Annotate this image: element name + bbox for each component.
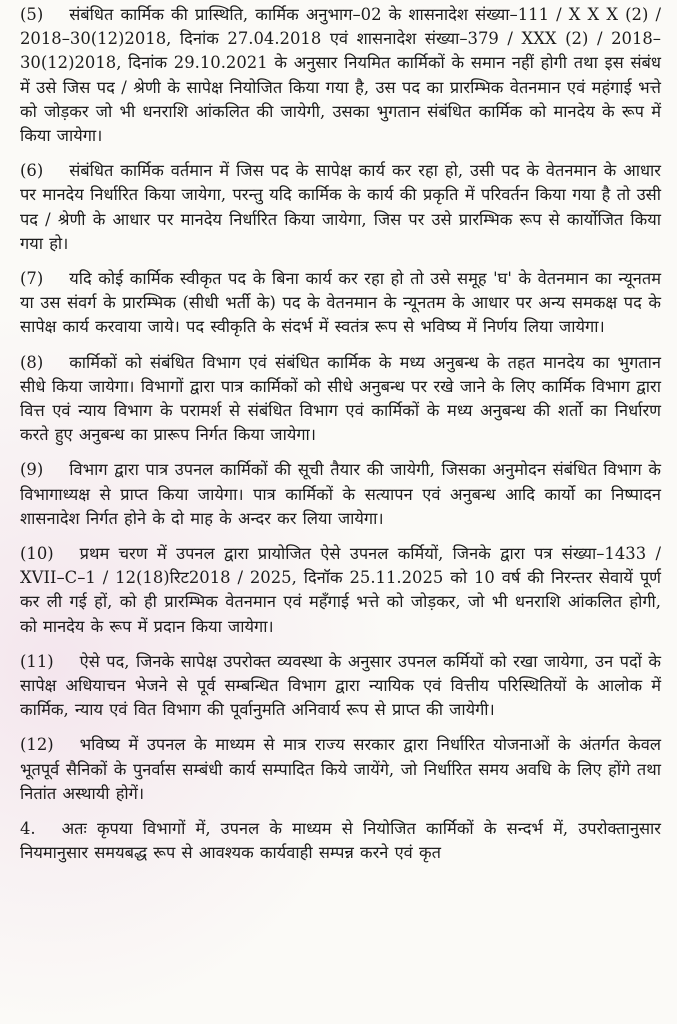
paragraph-4-instruction (20, 817, 661, 865)
paragraph-7 (20, 267, 661, 340)
paragraph-number: (11) (20, 651, 54, 671)
paragraph-5 (20, 3, 661, 148)
paragraph-text: ऐसे पद, जिनके सापेक्ष उपरोक्त व्यवस्था के अनुसार उपनल कर्मियों को रखा जायेगा, उन पदों के सापेक्ष अधियाचन भेजने से पूर्व सम्बन्धित विभाग द्वारा न्यायिक एवं वित्तीय परिस्थितियों के आलोक में कार्मिक, न्याय एवं वित विभाग की पूर्वानुमति अनिवार्य रूप से प्राप्त की जायेगी। (20, 651, 661, 720)
paragraph-number: (9) (20, 460, 44, 480)
paragraph-number: (12) (20, 735, 54, 755)
paragraph-12 (20, 733, 661, 806)
paragraph-number: (10) (20, 544, 54, 564)
paragraph-text: संबंधित कार्मिक की प्रास्थिति, कार्मिक अनुभाग–02 के शासनादेश संख्या–111 / X X X (2) / 2018–30(12)2018, दिनांक 27.04.2018 एवं शासनादेश संख्या–379 / XXX (2) / 2018–30(12)2018, दिनांक 29.10.2021 के अनुसार नियमित कार्मिकों के समान नहीं होगी तथा इस संबंध में उसे जिस पद / श्रेणी के सापेक्ष नियोजित किया गया है, उस पद का प्रारम्भिक वेतनमान एवं महंगाई भत्ते को जोड़कर जो भी धनराशि आंकलित की जायेगी, उसका भुगतान संबंधित कार्मिक को मानदेय के रूप में किया जायेगा। (20, 5, 661, 146)
paragraph-text: यदि कोई कार्मिक स्वीकृत पद के बिना कार्य कर रहा हो तो उसे समूह 'घ' के वेतनमान का न्यूनतम या उस संवर्ग के प्रारम्भिक (सीधी भर्ती के) पद के वेतनमान के न्यूनतम के आधार पर अन्य समकक्ष पद के सापेक्ष कार्य करवाया जाये। पद स्वीकृति के संदर्भ में स्वतंत्र रूप से भविष्य में निर्णय लिया जायेगा। (20, 269, 661, 337)
paragraph-text: अतः कृपया विभागों में, उपनल के माध्यम से नियोजित कार्मिकों के सन्दर्भ में, उपरोक्तानुसार नियमानुसार समयबद्ध रूप से आवश्यक कार्यवाही सम्पन्न करने एवं कृत (20, 819, 661, 863)
paragraph-number: (5) (20, 5, 44, 24)
paragraph-text: भविष्य में उपनल के माध्यम से मात्र राज्य सरकार द्वारा निर्धारित योजनाओं के अंतर्गत केवल भूतपूर्व सैनिकों के पुनर्वास सम्बंधी कार्य सम्पादित किये जायेंगे, जो निर्धारित समय अवधि के लिए होंगे तथा नितांत अस्थायी होगें। (20, 735, 661, 803)
paragraph-number: (7) (20, 269, 44, 289)
paragraph-number: (8) (20, 352, 44, 372)
paragraph-6 (20, 159, 661, 256)
paragraph-8 (20, 351, 661, 448)
paragraph-9 (20, 458, 661, 531)
paragraph-text: संबंधित कार्मिक वर्तमान में जिस पद के सापेक्ष कार्य कर रहा हो, उसी पद के वेतनमान के आधार पर मानदेय निर्धारित किया जायेगा, परन्तु यदि कार्मिक के कार्य की प्रकृति में परिवर्तन किया गया है तो उसी पद / श्रेणी के आधार पर मानदेय निर्धारित किया जायेगा, जिस पर उसे प्रारम्भिक रूप से कार्योजित किया गया हो। (20, 161, 661, 253)
paragraph-10 (20, 542, 661, 639)
paragraph-number: (6) (20, 161, 44, 181)
paragraph-text: कार्मिकों को संबंधित विभाग एवं संबंधित कार्मिक के मध्य अनुबन्ध के तहत मानदेय का भुगतान सीधे किया जायेगा। विभागों द्वारा पात्र कार्मिकों को सीधे अनुबन्ध पर रखे जाने के लिए कार्मिक विभाग द्वारा वित्त एवं न्याय विभाग के परामर्श से संबंधित विभाग एवं कार्मिकों के मध्य अनुबन्ध की शर्तो का निर्धारण करते हुए अनुबन्ध का प्रारूप निर्गत किया जायेगा। (20, 352, 661, 445)
paragraph-number: 4. (20, 819, 36, 839)
paragraph-text: प्रथम चरण में उपनल द्वारा प्रायोजित ऐसे उपनल कर्मियों, जिनके द्वारा पत्र संख्या–1433 / XVII–C–1 / 12(18)रिट2018 / 2025, दिनॉक 25.11.2025 को 10 वर्ष की निरन्तर सेवायें पूर्ण कर ली गई हों, को ही प्रारम्भिक वेतनमान एवं महँगाई भत्ते को जोड़कर, जो भी धनराशि आंकलित होगी, को मानदेय के रूप में प्रदान किया जायेगा। (20, 544, 661, 636)
paragraph-11 (20, 650, 661, 723)
paragraph-text: विभाग द्वारा पात्र उपनल कार्मिकों की सूची तैयार की जायेगी, जिसका अनुमोदन संबंधित विभाग के विभागाध्यक्ष से प्राप्त किया जायेगा। पात्र कार्मिकों के सत्यापन एवं अनुबन्ध आदि कार्यो का निष्पादन शासनादेश निर्गत होने के दो माह के अन्दर कर लिया जायेगा। (20, 460, 661, 528)
